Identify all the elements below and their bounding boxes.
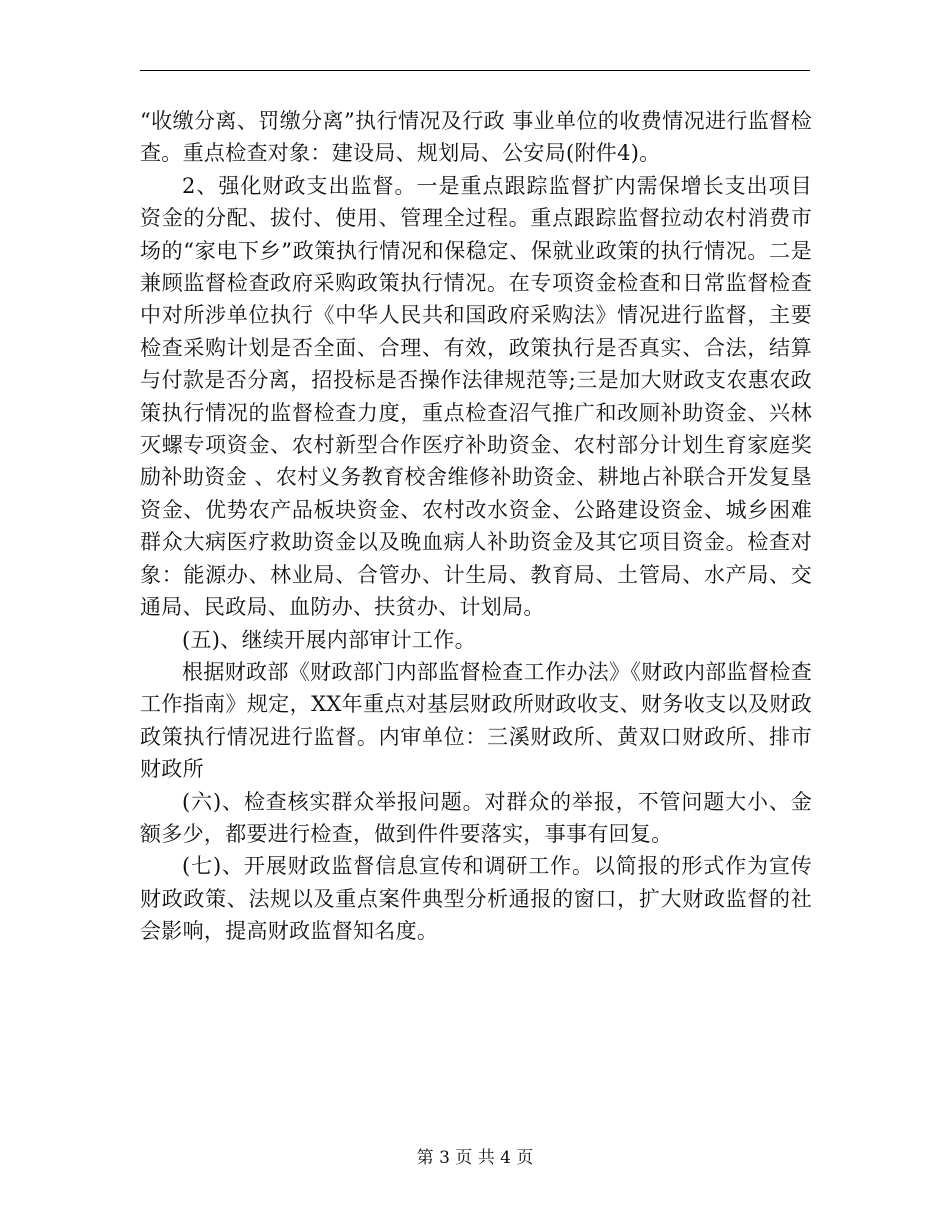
paragraph-public-reports: (六)、检查核实群众举报问题。对群众的举报，不管问题大小、金额多少，都要进行检查，做到件件要落实，事事有回复。 [140,789,812,846]
document-body [140,105,812,948]
paragraph-publicity-research: (七)、开展财政监督信息宣传和调研工作。以简报的形式作为宣传财政政策、法规以及重点案件典型分析通报的窗口，扩大财政监督的社会影响，提高财政监督知名度。 [140,854,812,944]
paragraph-continued: “收缴分离、罚缴分离”执行情况及行政 事业单位的收费情况进行监督检查。重点检查对象：建设局、规划局、公安局(附件4)。 [140,109,812,166]
header-rule [140,70,810,71]
paragraph-internal-audit: 根据财政部《财政部门内部监督检查工作办法》《财政内部监督检查工作指南》规定，XX年重点对基层财政所财政收支、财务收支以及财政政策执行情况进行监督。内审单位：三溪财政所、黄双口财政所、排市财政所 [140,659,812,782]
section-heading-internal-audit: (五)、继续开展内部审计工作。 [182,627,476,652]
page-footer: 第 3 页 共 4 页 [416,1148,534,1168]
paragraph-expenditure-supervision: 2、强化财政支出监督。一是重点跟踪监督扩内需保增长支出项目资金的分配、拔付、使用、管理全过程。重点跟踪监督拉动农村消费市场的“家电下乡”政策执行情况和保稳定、保就业政策的执行情况。二是兼顾监督检查政府采购政策执行情况。在专项资金检查和日常监督检查中对所涉单位执行《中华人民共和国政府采购法》情况进行监督，主要检查采购计划是否全面、合理、有效，政策执行是否真实、合法，结算与付款是否分离，招投标是否操作法律规范等;三是加大财政支农惠农政策执行情况的监督检查力度，重点检查沼气推广和改厕补助资金、兴林灭螺专项资金、农村新型合作医疗补助资金、农村部分计划生育家庭奖励补助资金 、农村义务教育校舍维修补助资金、耕地占补联合开发复垦资金、优势农产品板块资金、农村改水资金、公路建设资金、城乡困难群众大病医疗救助资金以及晚血病人补助资金及其它项目资金。检查对象：能源办、林业局、合管办、计生局、教育局、土管局、水产局、交通局、民政局、血防办、扶贫办、计划局。 [140,173,812,620]
